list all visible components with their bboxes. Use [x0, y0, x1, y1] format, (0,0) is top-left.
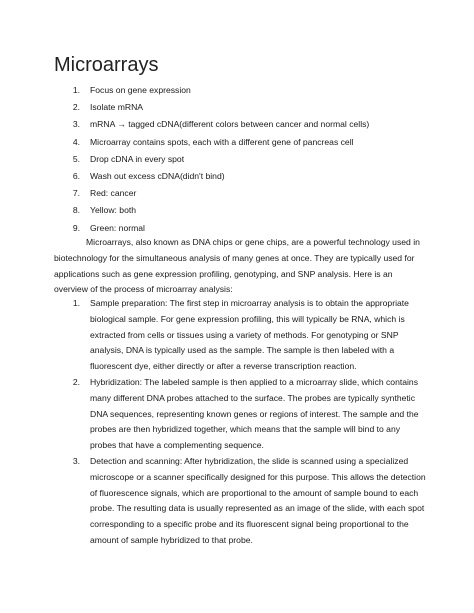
- list-text: mRNA → tagged cDNA(different colors between cancer and normal cells): [90, 119, 370, 130]
- list-number: 3.: [72, 119, 80, 130]
- list-number: 6.: [72, 170, 80, 181]
- list-text: Yellow: both: [90, 205, 137, 216]
- list-item: [54, 101, 434, 118]
- list-item: [54, 118, 434, 135]
- list-number: 7.: [72, 188, 80, 199]
- list-number: 5.: [72, 153, 80, 164]
- list-text: Green: normal: [90, 222, 145, 233]
- list-item: [54, 170, 434, 187]
- list-item: [54, 187, 434, 204]
- list-number: 8.: [72, 205, 80, 216]
- page-title: Microarrays: [54, 54, 159, 76]
- list-item: [54, 296, 426, 375]
- list-item: [54, 375, 426, 454]
- list-number: 1.: [72, 298, 80, 308]
- list-item: [54, 454, 426, 549]
- list-text: Sample preparation: The first step in microarray analysis is to obtain the appropriate biological sample. For gene expression profiling, this will typically be RNA, which is extracted from cells or tissues using a variety of methods. For genotyping or SNP analysis, DNA is typically used as the sample. The sample is then labeled with a fluorescent dye, either directly or after a reverse transcription reaction.: [90, 298, 409, 372]
- steps-list: [54, 84, 434, 239]
- list-number: 9.: [72, 222, 80, 233]
- list-item: [54, 204, 434, 221]
- list-text: Wash out excess cDNA(didn't bind): [90, 170, 225, 181]
- process-list: [54, 296, 426, 549]
- list-number: 1.: [72, 85, 80, 95]
- list-item: [54, 153, 434, 170]
- list-item: [54, 136, 434, 153]
- list-text: Drop cDNA in every spot: [90, 153, 185, 164]
- list-text: Red: cancer: [90, 188, 137, 199]
- intro-paragraph: Microarrays, also known as DNA chips or gene chips, are a powerful technology used in biotechnology for the simultaneous analysis of many genes at once. They are typically used for applications such as gene expression profiling, genotyping, and SNP analysis. Here is an overview of the process of microarray analysis:: [54, 237, 420, 295]
- list-text: Microarray contains spots, each with a different gene of pancreas cell: [90, 136, 354, 147]
- list-text: Isolate mRNA: [90, 102, 144, 113]
- list-number: 4.: [72, 136, 80, 147]
- list-item: [54, 84, 434, 101]
- list-number: 2.: [72, 102, 80, 113]
- list-text: Focus on gene expression: [90, 85, 191, 95]
- list-text: Hybridization: The labeled sample is then applied to a microarray slide, which contains many different DNA probes attached to the surface. The probes are typically synthetic DNA sequences, representing known genes or regions of interest. The sample and the probes are then hybridized together, which means that the sample will bind to any probes that have a complementing sequence.: [90, 376, 419, 451]
- list-number: 3.: [72, 455, 80, 466]
- list-text: Detection and scanning: After hybridization, the slide is scanned using a specialized microscope or a scanner specifically designed for this purpose. This allows the detection of fluorescence signals, which are proportional to the amount of sample bound to each probe. The resulting data is usually represented as an image of the slide, with each spot corresponding to a specific probe and its fluorescent signal being proportional to the amount of sample hybridized to that probe.: [90, 455, 426, 545]
- list-number: 2.: [72, 376, 80, 387]
